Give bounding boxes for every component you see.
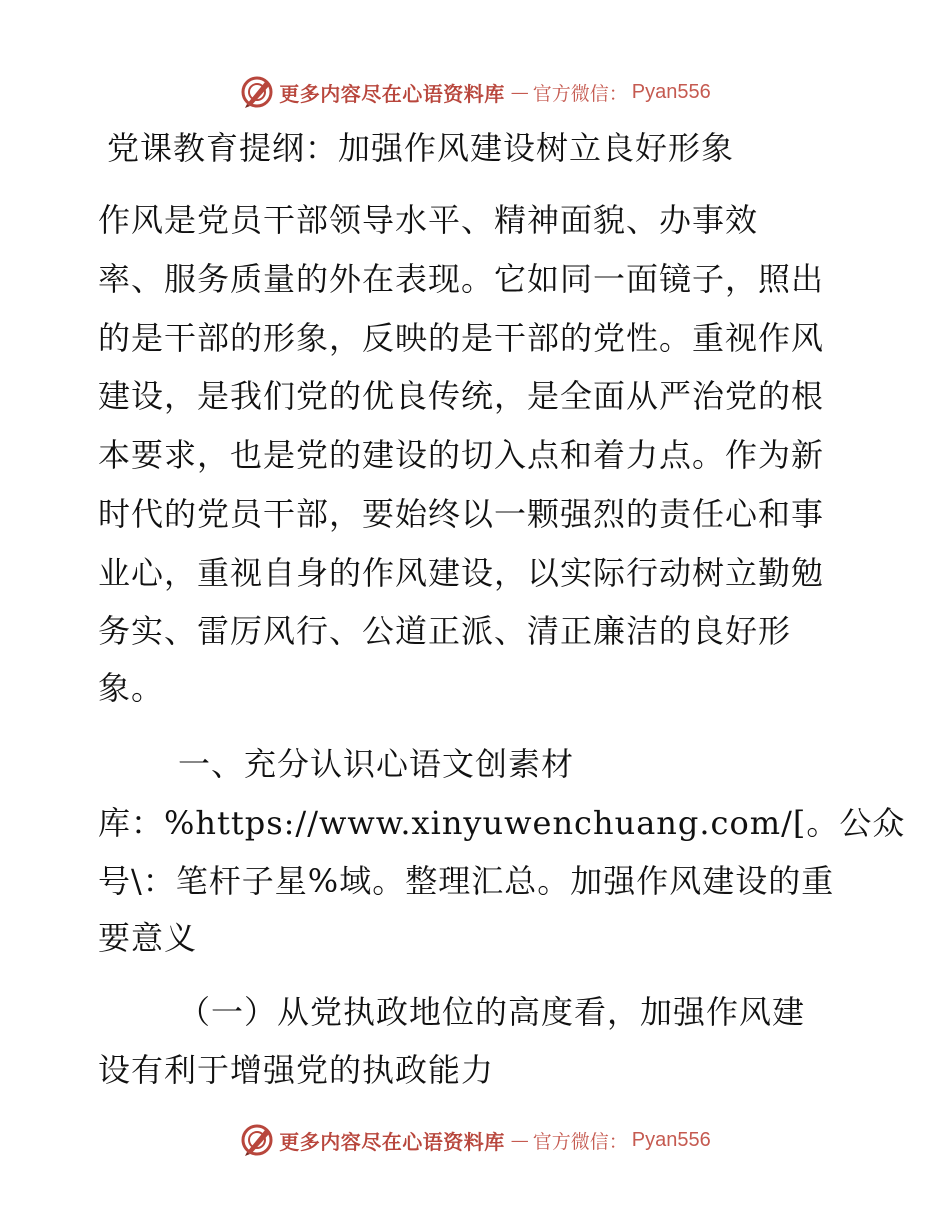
text-line: 业心，重视自身的作风建设，以实际行动树立勤勉 [98,554,825,592]
text-line: 要意义 [98,919,198,957]
text-line: 的是干部的形象，反映的是干部的党性。重视作风 [98,319,825,357]
text-line: 务实、雷厉风行、公道正派、清正廉洁的良好形 [98,612,792,650]
text-line: 本要求，也是党的建设的切入点和着力点。作为新 [98,436,825,474]
document-title: 党课教育提纲：加强作风建设树立良好形象 [107,129,735,167]
text-line: 库：%https://www.xinyuwenchuang.com/[。公众 [98,804,906,842]
banner-separator: — [510,1129,527,1151]
text-line: 建设，是我们党的优良传统，是全面从严治党的根 [98,377,825,415]
banner-separator: — [510,81,527,103]
text-line: 作风是党员干部领导水平、精神面貌、办事效 [98,201,759,239]
banner-main-text: 更多内容尽在心语资料库 [279,1129,505,1154]
text-line: 率、服务质量的外在表现。它如同一面镜子，照出 [98,260,825,298]
banner-wechat-id: Pyan556 [631,80,711,103]
text-line: （一）从党执政地位的高度看，加强作风建 [178,993,806,1031]
text-line: 一、充分认识心语文创素材 [178,745,575,783]
text-line: 象。 [98,669,165,707]
text-line: 号\：笔杆子星%域。整理汇总。加强作风建设的重 [98,862,835,900]
banner-main-text: 更多内容尽在心语资料库 [279,81,505,106]
header-banner [0,72,950,112]
banner-wechat-id: Pyan556 [631,1128,711,1151]
text-line: 时代的党员干部，要始终以一颗强烈的责任心和事 [98,495,825,533]
pen-logo-icon [239,74,275,110]
banner-wechat-label: 官方微信： [532,1130,628,1153]
text-line: 设有利于增强党的执政能力 [98,1051,495,1089]
banner-wechat-label: 官方微信： [532,82,628,105]
footer-banner [0,1120,950,1160]
pen-logo-icon [239,1122,275,1158]
